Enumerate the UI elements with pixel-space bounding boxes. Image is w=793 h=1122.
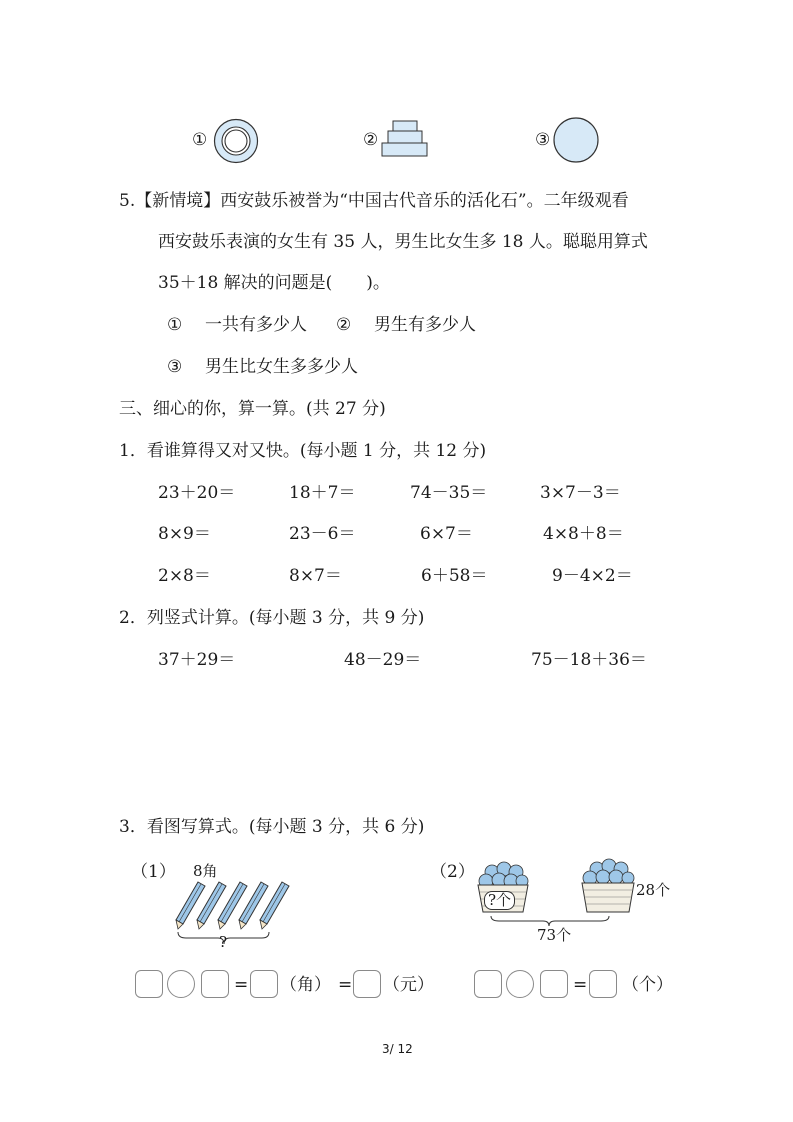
math-item: 8×7＝: [289, 566, 342, 586]
math-item: 8×9＝: [158, 524, 211, 544]
math-item: 23＋20＝: [158, 483, 236, 503]
shape-label-2: ②: [363, 130, 379, 150]
unit-ge: （个）: [622, 975, 673, 995]
math-item: 23－6＝: [289, 524, 356, 544]
equals-sign-2: =: [338, 975, 353, 995]
math-item: 9－4×2＝: [552, 566, 633, 586]
operator-circle[interactable]: [167, 970, 195, 998]
math-item: 74－35＝: [410, 483, 488, 503]
stacked-blocks-icon: [380, 119, 430, 159]
s3-q1-title: 1．看谁算得又对又快。(每小题 1 分，共 12 分): [119, 441, 487, 461]
operator-circle[interactable]: [506, 970, 534, 998]
q5-option-2-text: 男生有多少人: [374, 315, 476, 335]
math-item: 6×7＝: [420, 524, 473, 544]
answer-box[interactable]: [474, 970, 502, 998]
pencils-illustration: [172, 874, 300, 950]
pencil-price-label: 8角: [193, 862, 218, 880]
apple-icon-group: [479, 862, 528, 888]
answer-box[interactable]: [353, 970, 381, 998]
shape-label-3: ③: [535, 130, 551, 150]
basket-1-label: ?个: [484, 891, 515, 910]
page-number: 3/ 12: [382, 1042, 413, 1056]
q5-option-1-mark: ①: [167, 315, 183, 335]
math-item: 4×8＋8＝: [543, 524, 624, 544]
vertical-calc-item: 75－18＋36＝: [531, 650, 647, 670]
basket-icon: [582, 883, 634, 912]
equals-sign: =: [573, 975, 588, 995]
s3-q3-title: 3．看图写算式。(每小题 3 分，共 6 分): [119, 817, 425, 837]
math-item: 2×8＝: [158, 566, 211, 586]
math-item: 3×7－3＝: [540, 483, 621, 503]
q5-option-2-mark: ②: [336, 315, 352, 335]
q5-line-3: 35＋18 解决的问题是( )。: [158, 273, 390, 293]
q5-line-1: 5.【新情境】西安鼓乐被誉为“中国古代音乐的活化石”。二年级观看: [119, 191, 629, 211]
q5-line-2: 西安鼓乐表演的女生有 35 人，男生比女生多 18 人。聪聪用算式: [158, 232, 648, 252]
q5-option-1-text: 一共有多少人: [205, 315, 307, 335]
q5-option-3-text: 男生比女生多多少人: [205, 357, 358, 377]
shape-label-1: ①: [192, 130, 208, 150]
math-item: 6＋58＝: [421, 566, 488, 586]
unit-jiao: （角）: [280, 975, 331, 995]
s3-q2-title: 2．列竖式计算。(每小题 3 分，共 9 分): [119, 608, 425, 628]
q3-part-2-label: （2）: [430, 862, 475, 882]
vertical-calc-item: 48－29＝: [344, 650, 422, 670]
answer-box[interactable]: [201, 970, 229, 998]
basket-2-label: 28个: [636, 881, 671, 899]
section-3-title: 三、细心的你，算一算。(共 27 分): [119, 399, 386, 419]
math-item: 18＋7＝: [289, 483, 356, 503]
unit-yuan: （元）: [383, 975, 434, 995]
total-apples-label: 73个: [537, 926, 572, 944]
vertical-calc-item: 37＋29＝: [158, 650, 236, 670]
answer-box[interactable]: [540, 970, 568, 998]
q5-option-3-mark: ③: [167, 357, 183, 377]
ring-shape-icon: [211, 116, 261, 166]
answer-box[interactable]: [250, 970, 278, 998]
answer-box[interactable]: [589, 970, 617, 998]
apple-icon-group: [583, 859, 634, 885]
q3-part-1-label: （1）: [131, 862, 176, 882]
circle-shape-icon: [552, 116, 600, 164]
answer-box[interactable]: [135, 970, 163, 998]
pencil-total-label: ?: [219, 933, 228, 951]
equals-sign: =: [234, 975, 249, 995]
